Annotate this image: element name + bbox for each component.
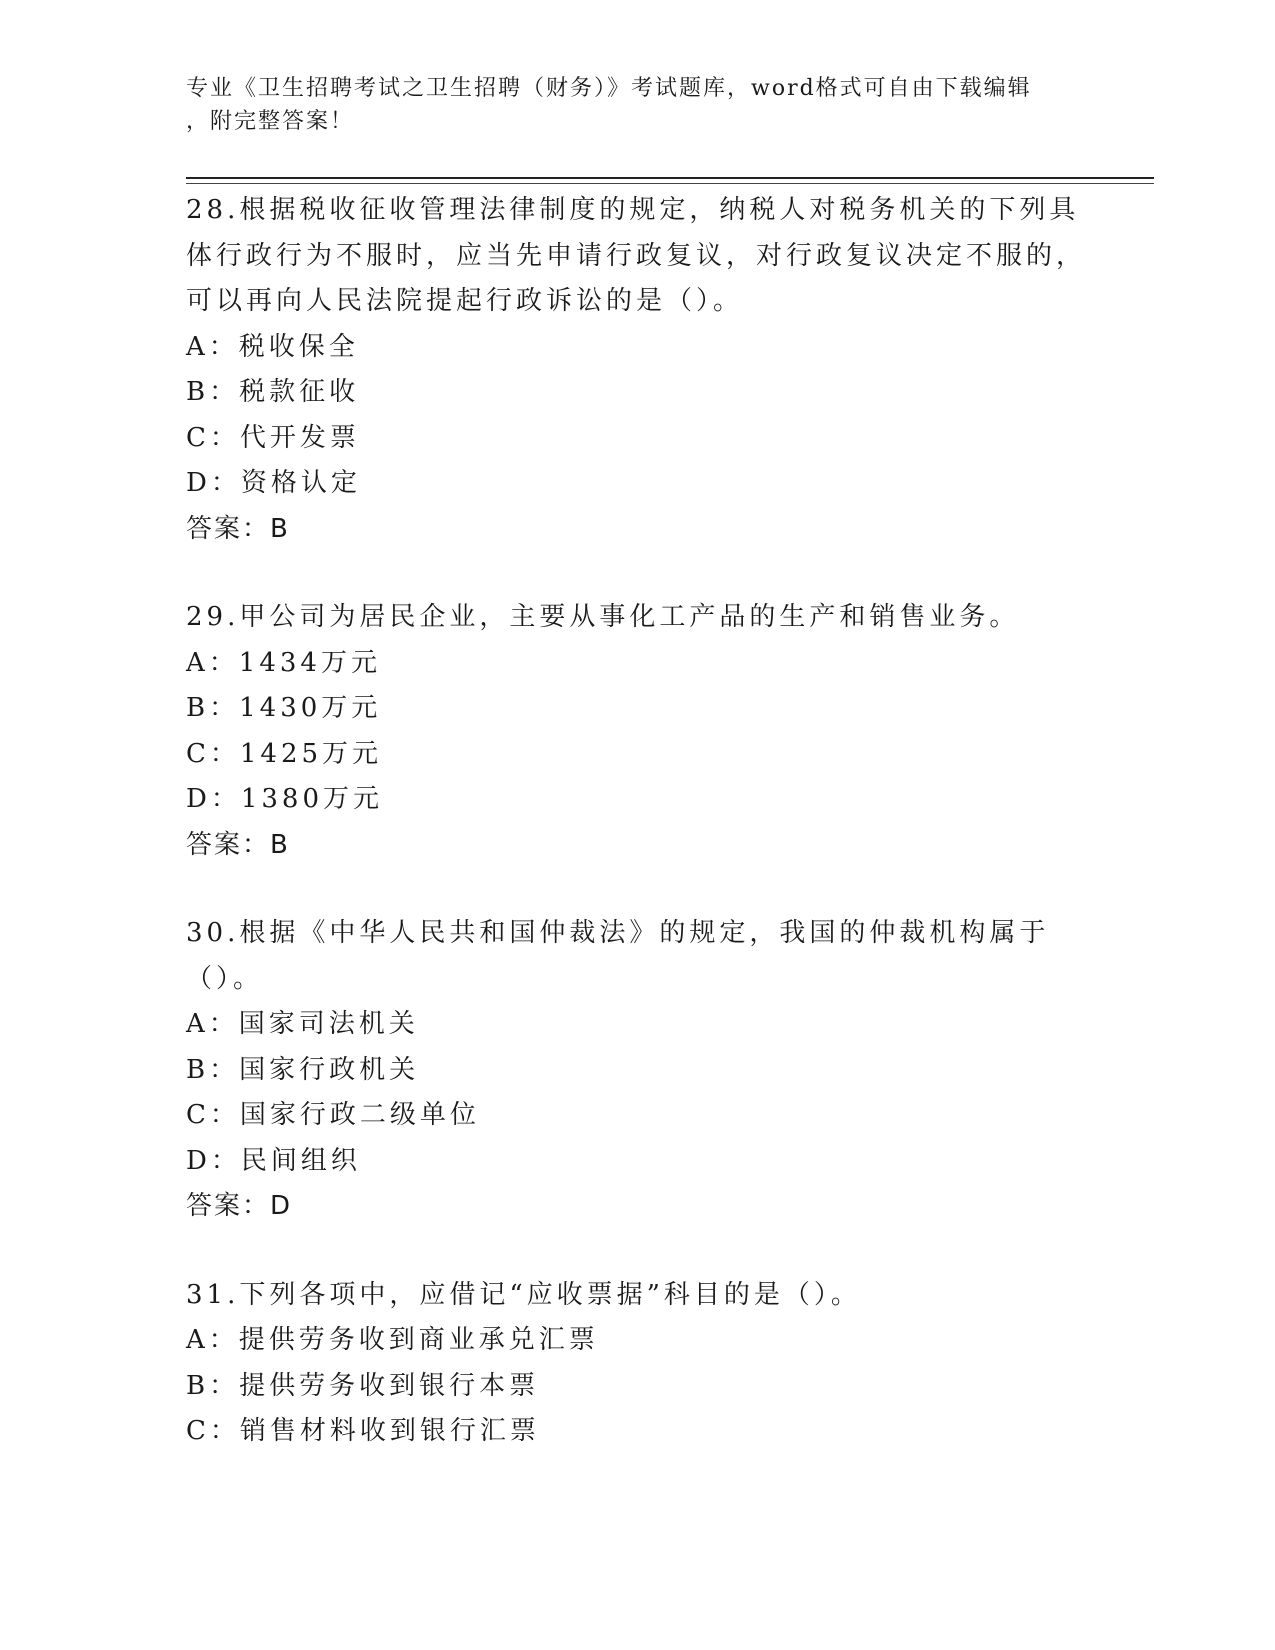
option-c: C：销售材料收到银行汇票 <box>186 1416 540 1446</box>
question-stem: 30.根据《中华人民共和国仲裁法》的规定，我国的仲裁机构属于（）。 <box>186 918 1050 994</box>
question-stem: 31.下列各项中，应借记“应收票据”科目的是（）。 <box>186 1279 861 1310</box>
option-b: B：国家行政机关 <box>186 1054 420 1085</box>
question-31 <box>186 1273 1086 1455</box>
option-b: B：税款征收 <box>186 377 360 407</box>
answer-label: 答案： <box>186 829 271 860</box>
option-c: C：代开发票 <box>186 422 360 453</box>
header-divider-thin <box>186 183 1154 184</box>
question-29 <box>186 595 1086 868</box>
answer-label: 答案： <box>186 1191 271 1221</box>
option-a: A：1434万元 <box>186 647 381 678</box>
header-line-2: ，附完整答案！ <box>186 109 355 134</box>
document-header <box>186 72 1086 138</box>
question-stem: 29.甲公司为居民企业，主要从事化工产品的生产和销售业务。 <box>186 602 1020 632</box>
option-b: B：提供劳务收到银行本票 <box>186 1370 540 1401</box>
header-divider-thick <box>186 177 1154 179</box>
option-d: D：民间组织 <box>186 1145 361 1176</box>
answer-line <box>186 1184 1086 1230</box>
option-c: C：国家行政二级单位 <box>186 1100 480 1130</box>
option-d: D：1380万元 <box>186 784 384 814</box>
option-a: A：提供劳务收到商业承兑汇票 <box>186 1325 599 1355</box>
option-d: D：资格认定 <box>186 468 361 498</box>
question-list <box>186 188 1086 1498</box>
option-c: C：1425万元 <box>186 738 383 769</box>
option-a: A：税收保全 <box>186 331 359 362</box>
answer-label: 答案： <box>186 513 271 544</box>
answer-line <box>186 507 1086 553</box>
question-stem: 28.根据税收征收管理法律制度的规定，纳税人对税务机关的下列具体行政行为不服时，应当先申请行政复议，对行政复议决定不服的，可以再向人民法院提起行政诉讼的是（）。 <box>186 195 1087 316</box>
header-line-1: 专业《卫生招聘考试之卫生招聘（财务）》考试题库，word格式可自由下载编辑 <box>186 76 1032 101</box>
option-b: B：1430万元 <box>186 693 382 723</box>
answer-value: D <box>270 1191 292 1221</box>
option-a: A：国家司法机关 <box>186 1009 419 1039</box>
answer-value: B <box>270 829 289 860</box>
answer-value: B <box>270 513 289 544</box>
question-28 <box>186 188 1086 552</box>
question-30 <box>186 911 1086 1230</box>
answer-line <box>186 823 1086 869</box>
